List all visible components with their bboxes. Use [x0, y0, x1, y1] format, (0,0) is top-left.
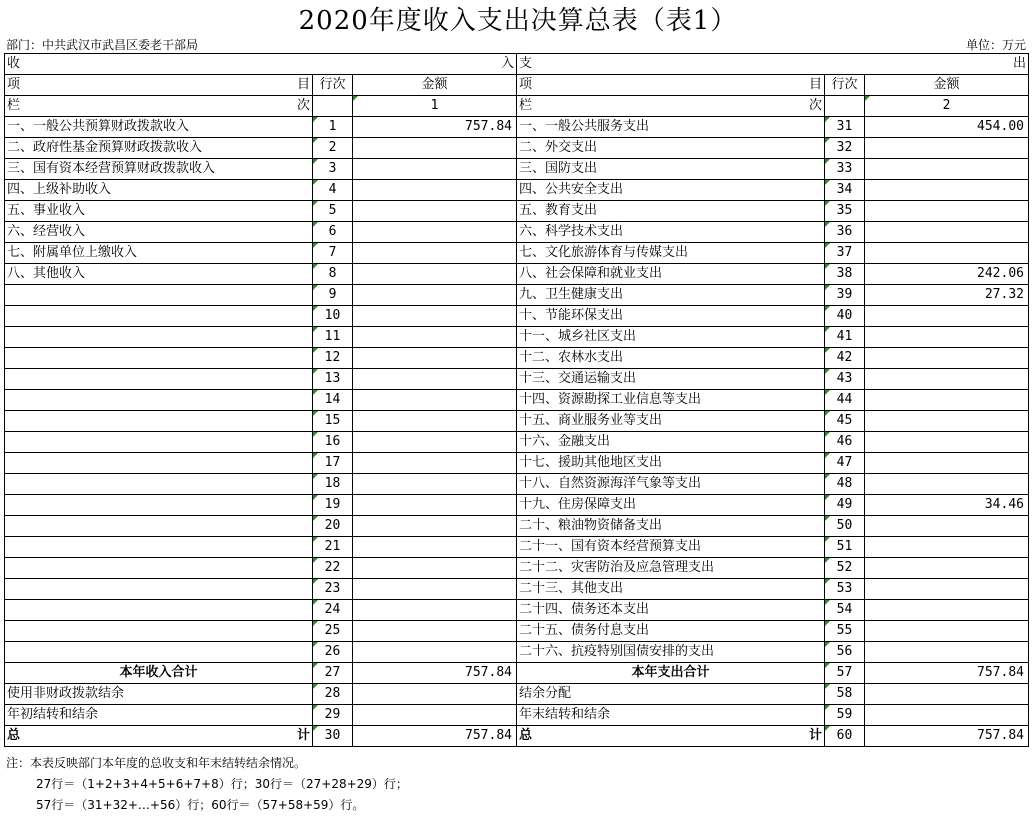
table-row: [5, 369, 1029, 390]
expense-total-line[interactable]: 60: [825, 726, 865, 747]
income-line-cell[interactable]: 16: [313, 432, 353, 453]
expense-amount-cell[interactable]: 242.06: [865, 264, 1029, 285]
income-amount-cell[interactable]: [353, 453, 517, 474]
expense-item-cell[interactable]: 七、文化旅游体育与传媒支出: [517, 243, 825, 264]
income-item-cell[interactable]: [5, 453, 313, 474]
expense-line-cell[interactable]: 36: [825, 222, 865, 243]
expense-amount-cell[interactable]: [865, 621, 1029, 642]
expense-item-cell[interactable]: 十二、农林水支出: [517, 348, 825, 369]
income-amount-cell[interactable]: [353, 201, 517, 222]
table-row: [5, 579, 1029, 600]
income-line-cell[interactable]: 24: [313, 600, 353, 621]
income-item-cell[interactable]: 六、经营收入: [5, 222, 313, 243]
expense-amount-cell[interactable]: [865, 390, 1029, 411]
income-line-cell[interactable]: 15: [313, 411, 353, 432]
expense-item-cell[interactable]: 三、国防支出: [517, 159, 825, 180]
income-item-cell[interactable]: [5, 558, 313, 579]
expense-item-cell[interactable]: 十四、资源勘探工业信息等支出: [517, 390, 825, 411]
table-row: [5, 705, 1029, 726]
income-line-cell[interactable]: 17: [313, 453, 353, 474]
income-item-cell[interactable]: 一、一般公共预算财政拨款收入: [5, 117, 313, 138]
expense-line-cell[interactable]: 59: [825, 705, 865, 726]
expense-amount-cell[interactable]: [865, 579, 1029, 600]
expense-amount-cell[interactable]: [865, 243, 1029, 264]
income-line-cell[interactable]: 4: [313, 180, 353, 201]
expense-line-cell[interactable]: 48: [825, 474, 865, 495]
income-amount-cell[interactable]: [353, 558, 517, 579]
income-total-line[interactable]: 30: [313, 726, 353, 747]
expense-item-cell[interactable]: 十五、商业服务业等支出: [517, 411, 825, 432]
note-line-2: 27行＝（1+2+3+4+5+6+7+8）行；30行＝（27+28+29）行；: [36, 777, 408, 791]
expense-line-cell[interactable]: 35: [825, 201, 865, 222]
note-line-3: 57行＝（31+32+…+56）行；60行＝（57+58+59）行。: [36, 798, 365, 812]
expense-amount-cell[interactable]: [865, 642, 1029, 663]
income-line-cell[interactable]: 28: [313, 684, 353, 705]
income-amount-cell[interactable]: [353, 474, 517, 495]
table-row: [5, 306, 1029, 327]
section-header-row: [5, 54, 1029, 75]
expense-item-header: 项 目: [517, 75, 825, 96]
table-row: [5, 474, 1029, 495]
expense-item-cell[interactable]: 二十、粮油物资储备支出: [517, 516, 825, 537]
expense-item-cell[interactable]: 十一、城乡社区支出: [517, 327, 825, 348]
income-amount-cell[interactable]: [353, 516, 517, 537]
expense-line-cell[interactable]: 41: [825, 327, 865, 348]
income-line-header: 行次: [313, 75, 353, 96]
income-line-cell[interactable]: 29: [313, 705, 353, 726]
note-line-1: 注：本表反映部门本年度的总收支和年末结转结余情况。: [6, 756, 307, 770]
expense-item-cell[interactable]: 二十六、抗疫特别国债安排的支出: [517, 642, 825, 663]
income-total-amount[interactable]: 757.84: [353, 726, 517, 747]
expense-amount-cell[interactable]: [865, 411, 1029, 432]
income-amount-cell[interactable]: 757.84: [353, 663, 517, 684]
income-amount-cell[interactable]: [353, 159, 517, 180]
expense-amount-cell[interactable]: [865, 600, 1029, 621]
expense-amount-cell[interactable]: [865, 348, 1029, 369]
expense-total-amount[interactable]: 757.84: [865, 726, 1029, 747]
expense-col-label: 栏 次: [517, 96, 825, 117]
income-item-cell[interactable]: 四、上级补助收入: [5, 180, 313, 201]
expense-item-cell[interactable]: 六、科学技术支出: [517, 222, 825, 243]
expense-item-cell[interactable]: 本年支出合计: [517, 663, 825, 684]
income-line-cell[interactable]: 25: [313, 621, 353, 642]
table-row: [5, 516, 1029, 537]
expense-line-cell[interactable]: 46: [825, 432, 865, 453]
income-amount-header: 金额: [353, 75, 517, 96]
expense-item-cell[interactable]: 十八、自然资源海洋气象等支出: [517, 474, 825, 495]
expense-item-cell[interactable]: 二十一、国有资本经营预算支出: [517, 537, 825, 558]
income-item-cell[interactable]: [5, 432, 313, 453]
expense-line-cell[interactable]: 49: [825, 495, 865, 516]
expense-line-cell[interactable]: 31: [825, 117, 865, 138]
expense-line-cell[interactable]: 54: [825, 600, 865, 621]
expense-amount-cell[interactable]: [865, 474, 1029, 495]
income-line-cell[interactable]: 13: [313, 369, 353, 390]
expense-item-cell[interactable]: 十七、援助其他地区支出: [517, 453, 825, 474]
income-amount-cell[interactable]: [353, 621, 517, 642]
expense-section-header: 支 出: [517, 54, 1029, 75]
expense-amount-cell[interactable]: [865, 306, 1029, 327]
expense-item-cell[interactable]: 二十五、债务付息支出: [517, 621, 825, 642]
income-line-cell[interactable]: 6: [313, 222, 353, 243]
expense-item-cell[interactable]: 二、外交支出: [517, 138, 825, 159]
income-item-cell[interactable]: 五、事业收入: [5, 201, 313, 222]
expense-amount-cell[interactable]: [865, 684, 1029, 705]
income-amount-cell[interactable]: [353, 600, 517, 621]
column-index-row: [5, 96, 1029, 117]
income-item-cell[interactable]: [5, 285, 313, 306]
expense-amount-cell[interactable]: 27.32: [865, 285, 1029, 306]
table-row: [5, 264, 1029, 285]
income-line-cell[interactable]: 20: [313, 516, 353, 537]
expense-line-cell[interactable]: 50: [825, 516, 865, 537]
income-item-cell[interactable]: 二、政府性基金预算财政拨款收入: [5, 138, 313, 159]
income-line-cell[interactable]: 8: [313, 264, 353, 285]
income-item-cell[interactable]: [5, 537, 313, 558]
expense-amount-cell[interactable]: 757.84: [865, 663, 1029, 684]
income-line-cell[interactable]: 1: [313, 117, 353, 138]
expense-amount-cell[interactable]: [865, 453, 1029, 474]
income-item-cell[interactable]: [5, 516, 313, 537]
table-row: [5, 222, 1029, 243]
income-amount-cell[interactable]: [353, 495, 517, 516]
income-item-cell[interactable]: [5, 327, 313, 348]
expense-item-cell[interactable]: 十九、住房保障支出: [517, 495, 825, 516]
income-amount-cell[interactable]: [353, 222, 517, 243]
income-amount-cell[interactable]: [353, 264, 517, 285]
column-header-row: [5, 75, 1029, 96]
income-item-cell[interactable]: 年初结转和结余: [5, 705, 313, 726]
expense-col-number: 2: [865, 96, 1029, 117]
expense-item-cell[interactable]: 结余分配: [517, 684, 825, 705]
expense-item-cell[interactable]: 二十二、灾害防治及应急管理支出: [517, 558, 825, 579]
table-row: [5, 159, 1029, 180]
income-item-cell[interactable]: [5, 495, 313, 516]
expense-item-cell[interactable]: 八、社会保障和就业支出: [517, 264, 825, 285]
income-amount-cell[interactable]: [353, 285, 517, 306]
income-line-cell[interactable]: 23: [313, 579, 353, 600]
income-line-cell[interactable]: 26: [313, 642, 353, 663]
income-item-cell[interactable]: [5, 390, 313, 411]
income-amount-cell[interactable]: [353, 579, 517, 600]
income-amount-cell[interactable]: [353, 684, 517, 705]
expense-item-cell[interactable]: 一、一般公共服务支出: [517, 117, 825, 138]
expense-line-cell[interactable]: 47: [825, 453, 865, 474]
expense-line-cell[interactable]: 51: [825, 537, 865, 558]
expense-item-cell[interactable]: 年末结转和结余: [517, 705, 825, 726]
expense-line-header: 行次: [825, 75, 865, 96]
expense-item-cell[interactable]: 十六、金融支出: [517, 432, 825, 453]
income-item-cell[interactable]: 本年收入合计: [5, 663, 313, 684]
table-row: [5, 642, 1029, 663]
income-item-cell[interactable]: [5, 348, 313, 369]
income-amount-cell[interactable]: 757.84: [353, 117, 517, 138]
income-line-cell[interactable]: 14: [313, 390, 353, 411]
table-row: [5, 348, 1029, 369]
income-line-cell[interactable]: 10: [313, 306, 353, 327]
expense-line-cell[interactable]: 43: [825, 369, 865, 390]
expense-item-cell[interactable]: 二十四、债务还本支出: [517, 600, 825, 621]
table-row: [5, 117, 1029, 138]
expense-amount-cell[interactable]: [865, 705, 1029, 726]
table-row: [5, 390, 1029, 411]
income-amount-cell[interactable]: [353, 348, 517, 369]
income-amount-cell[interactable]: [353, 327, 517, 348]
table-row: [5, 243, 1029, 264]
expense-line-cell[interactable]: 32: [825, 138, 865, 159]
expense-line-cell[interactable]: 55: [825, 621, 865, 642]
expense-amount-header: 金额: [865, 75, 1029, 96]
expense-total-label: 总 计: [517, 726, 825, 747]
income-line-cell[interactable]: 21: [313, 537, 353, 558]
income-item-cell[interactable]: 使用非财政拨款结余: [5, 684, 313, 705]
expense-amount-cell[interactable]: [865, 558, 1029, 579]
expense-line-cell[interactable]: 57: [825, 663, 865, 684]
income-line-cell[interactable]: 19: [313, 495, 353, 516]
income-line-cell[interactable]: 7: [313, 243, 353, 264]
page-title: 2020年度收入支出决算总表（表1）: [298, 6, 738, 36]
income-item-cell[interactable]: 七、附属单位上缴收入: [5, 243, 313, 264]
expense-amount-cell[interactable]: [865, 369, 1029, 390]
expense-amount-cell[interactable]: [865, 516, 1029, 537]
total-row: [5, 726, 1029, 747]
income-item-cell[interactable]: [5, 411, 313, 432]
income-amount-cell[interactable]: [353, 705, 517, 726]
expense-amount-cell[interactable]: [865, 222, 1029, 243]
expense-line-cell[interactable]: 37: [825, 243, 865, 264]
expense-amount-cell[interactable]: [865, 159, 1029, 180]
income-item-cell[interactable]: [5, 621, 313, 642]
expense-line-cell[interactable]: 58: [825, 684, 865, 705]
expense-col-blank: [825, 96, 865, 117]
table-row: [5, 621, 1029, 642]
footnotes: [6, 753, 1026, 816]
table-row: [5, 495, 1029, 516]
income-amount-cell[interactable]: [353, 642, 517, 663]
expense-line-cell[interactable]: 42: [825, 348, 865, 369]
table-row: [5, 558, 1029, 579]
income-amount-cell[interactable]: [353, 369, 517, 390]
expense-item-cell[interactable]: 九、卫生健康支出: [517, 285, 825, 306]
income-amount-cell[interactable]: [353, 432, 517, 453]
table-row: [5, 432, 1029, 453]
table-row: [5, 600, 1029, 621]
department-label: 部门：中共武汉市武昌区委老干部局: [6, 38, 199, 52]
table-row: [5, 180, 1029, 201]
unit-label: 单位：万元: [965, 38, 1026, 52]
income-item-cell[interactable]: [5, 600, 313, 621]
expense-line-cell[interactable]: 33: [825, 159, 865, 180]
table-row: [5, 327, 1029, 348]
income-line-cell[interactable]: 5: [313, 201, 353, 222]
income-col-label: 栏 次: [5, 96, 313, 117]
subtotal-row: [5, 663, 1029, 684]
income-item-cell[interactable]: [5, 474, 313, 495]
expense-line-cell[interactable]: 40: [825, 306, 865, 327]
expense-line-cell[interactable]: 53: [825, 579, 865, 600]
table-row: [5, 684, 1029, 705]
income-line-cell[interactable]: 9: [313, 285, 353, 306]
expense-amount-cell[interactable]: [865, 432, 1029, 453]
income-col-number: 1: [353, 96, 517, 117]
income-amount-cell[interactable]: [353, 537, 517, 558]
income-item-cell[interactable]: [5, 306, 313, 327]
expense-item-cell[interactable]: 四、公共安全支出: [517, 180, 825, 201]
income-amount-cell[interactable]: [353, 390, 517, 411]
expense-line-cell[interactable]: 44: [825, 390, 865, 411]
expense-item-cell[interactable]: 十、节能环保支出: [517, 306, 825, 327]
income-item-cell[interactable]: 八、其他收入: [5, 264, 313, 285]
expense-amount-cell[interactable]: 34.46: [865, 495, 1029, 516]
income-total-label: 总 计: [5, 726, 313, 747]
expense-amount-cell[interactable]: [865, 537, 1029, 558]
income-item-cell[interactable]: [5, 642, 313, 663]
income-col-blank: [313, 96, 353, 117]
table-row: [5, 285, 1029, 306]
income-line-cell[interactable]: 2: [313, 138, 353, 159]
income-item-cell[interactable]: [5, 579, 313, 600]
expense-item-cell[interactable]: 五、教育支出: [517, 201, 825, 222]
expense-line-cell[interactable]: 52: [825, 558, 865, 579]
income-amount-cell[interactable]: [353, 306, 517, 327]
income-line-cell[interactable]: 12: [313, 348, 353, 369]
expense-line-cell[interactable]: 34: [825, 180, 865, 201]
expense-item-cell[interactable]: 二十三、其他支出: [517, 579, 825, 600]
expense-amount-cell[interactable]: [865, 201, 1029, 222]
table-row: [5, 537, 1029, 558]
income-line-cell[interactable]: 11: [313, 327, 353, 348]
income-line-cell[interactable]: 18: [313, 474, 353, 495]
table-row: [5, 453, 1029, 474]
income-section-header: 收 入: [5, 54, 517, 75]
table-row: [5, 201, 1029, 222]
table-row: [5, 411, 1029, 432]
income-item-cell[interactable]: 三、国有资本经营预算财政拨款收入: [5, 159, 313, 180]
income-amount-cell[interactable]: [353, 411, 517, 432]
income-amount-cell[interactable]: [353, 243, 517, 264]
income-amount-cell[interactable]: [353, 138, 517, 159]
expense-line-cell[interactable]: 56: [825, 642, 865, 663]
expense-amount-cell[interactable]: [865, 138, 1029, 159]
expense-line-cell[interactable]: 45: [825, 411, 865, 432]
income-line-cell[interactable]: 27: [313, 663, 353, 684]
budget-table: [4, 53, 1029, 747]
income-item-header: 项 目: [5, 75, 313, 96]
table-row: [5, 138, 1029, 159]
income-line-cell[interactable]: 22: [313, 558, 353, 579]
income-line-cell[interactable]: 3: [313, 159, 353, 180]
expense-amount-cell[interactable]: [865, 180, 1029, 201]
expense-amount-cell[interactable]: 454.00: [865, 117, 1029, 138]
expense-amount-cell[interactable]: [865, 327, 1029, 348]
income-amount-cell[interactable]: [353, 180, 517, 201]
expense-line-cell[interactable]: 39: [825, 285, 865, 306]
expense-line-cell[interactable]: 38: [825, 264, 865, 285]
expense-item-cell[interactable]: 十三、交通运输支出: [517, 369, 825, 390]
income-item-cell[interactable]: [5, 369, 313, 390]
